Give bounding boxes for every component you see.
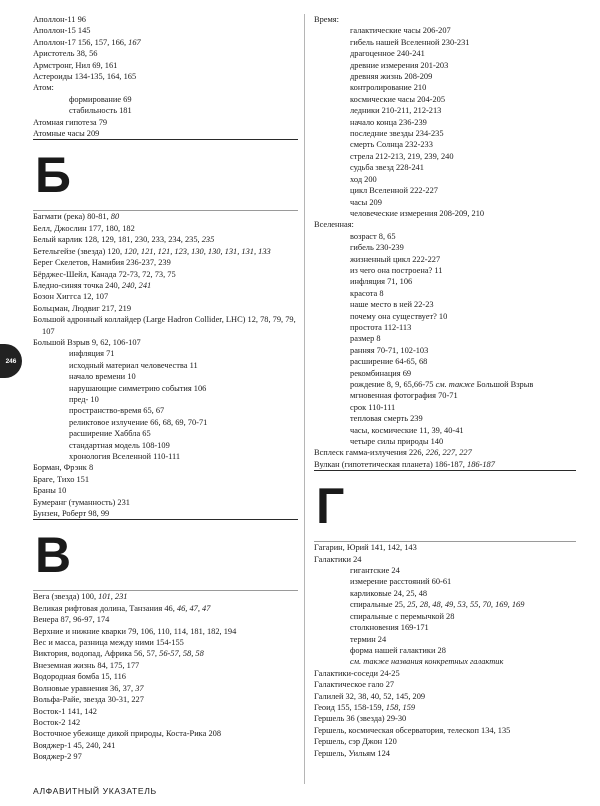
entry-text: спиральные 25, (350, 600, 408, 610)
entry-text: Венера 87, 96-97, 174 (33, 615, 110, 625)
entry-text: Бледно-синяя точка 240, (33, 280, 122, 290)
entry-text: Бёрджес-Шейл, Канада 72-73, 72, 73, 75 (33, 269, 176, 279)
index-entry (33, 648, 298, 659)
index-entry (33, 485, 298, 496)
column-divider (304, 14, 305, 784)
index-subentry (33, 440, 298, 451)
entry-italic-pages: 226, 227, 227 (425, 448, 472, 458)
index-subentry (314, 333, 576, 344)
entry-text: драгоценное 240-241 (350, 49, 425, 59)
index-subentry (314, 151, 576, 162)
entry-text: Внеземная жизнь 84, 175, 177 (33, 660, 140, 670)
index-subentry (314, 242, 576, 253)
index-subentry (314, 390, 576, 401)
entry-text: Браге, Тихо 151 (33, 474, 90, 484)
entry-text: Водородная бомба 15, 116 (33, 672, 126, 682)
entry-text: формирование 69 (69, 94, 132, 104)
entry-text: стандартная модель 108-109 (69, 440, 170, 450)
entry-text: измерение расстояний 60-61 (350, 577, 452, 587)
index-subentry (314, 185, 576, 196)
entry-text: Берег Скелетов, Намибия 236-237, 239 (33, 258, 171, 268)
entry-text: из чего она построена? 11 (350, 265, 443, 275)
index-entry (314, 668, 576, 679)
entry-italic-pages: см. также (435, 380, 475, 389)
entry-text: гибель 230-239 (350, 243, 404, 253)
index-subentry (314, 71, 576, 82)
index-entry (33, 314, 298, 337)
index-subentry (314, 436, 576, 447)
index-entry (33, 234, 298, 245)
entry-text: Больцман, Людвиг 217, 219 (33, 303, 132, 313)
entry-text: хронология Вселенной 110-111 (69, 452, 181, 461)
entry-text: Аполлон-11 96 (33, 15, 86, 24)
entry-text: Гагарин, Юрий 141, 142, 143 (314, 543, 417, 553)
entry-text: почему она существует? 10 (350, 311, 448, 321)
index-entry (314, 679, 576, 690)
index-subentry (33, 428, 298, 439)
entry-text: рекомбинация 69 (350, 368, 412, 378)
entry-text: жизненный цикл 222-227 (350, 254, 441, 264)
entry-text: Армстронг, Нил 69, 161 (33, 60, 118, 70)
index-subentry (314, 128, 576, 139)
index-subentry (314, 656, 576, 667)
index-entry (33, 706, 298, 717)
entry-text: мгновенная фотография 70-71 (350, 391, 458, 401)
index-subentry (314, 37, 576, 48)
index-subentry (314, 82, 576, 93)
index-subentry (314, 48, 576, 59)
entry-text: простота 112-113 (350, 322, 412, 332)
entry-text: Атомные часы 209 (33, 129, 100, 139)
entry-text: наше место в ней 22-23 (350, 300, 434, 310)
index-subentry (33, 451, 298, 462)
entry-italic-pages: 120, 121, 121, 123, 130, 130, 131, 131, 133 (124, 246, 271, 256)
section-letter-heading: Б (35, 147, 71, 204)
entry-text: нарушающие симметрию события 106 (69, 383, 207, 393)
index-entry (33, 269, 298, 280)
index-subentry (314, 117, 576, 128)
entry-text: Геоид 155, 158-159, (314, 702, 386, 712)
index-entry (33, 614, 298, 625)
entry-text: судьба звезд 228-241 (350, 163, 424, 173)
entry-text: Гершель 36 (звезда) 29-30 (314, 714, 407, 724)
index-entry (33, 694, 298, 705)
entry-text: Аполлон-15 145 (33, 26, 91, 36)
entry-text: Вояджер-2 97 (33, 752, 82, 762)
entry-italic-pages: 46, 47, 47 (176, 603, 211, 613)
index-entry (314, 14, 576, 25)
entry-text: Вольфа-Райе, звезда 30-31, 227 (33, 695, 144, 705)
index-entry (314, 554, 576, 565)
index-subentry (314, 162, 576, 173)
entry-text: красота 8 (350, 288, 384, 298)
entry-text: Вулкан (гипотетическая планета) 186-187, (314, 459, 467, 469)
entry-text: Великая рифтовая долина, Танзания 46, (33, 603, 177, 613)
index-entry (33, 728, 298, 739)
index-subentry (33, 394, 298, 405)
index-subentry (314, 599, 576, 610)
index-subentry (314, 565, 576, 576)
entry-text: гибель нашей Вселенной 230-231 (350, 37, 470, 47)
index-subentry (314, 588, 576, 599)
index-entry (33, 223, 298, 234)
entry-text: ранняя 70-71, 102-103 (350, 345, 429, 355)
index-subentry (314, 645, 576, 656)
index-entry (33, 60, 298, 71)
section-letter-heading: В (35, 527, 72, 584)
index-entry (33, 128, 298, 139)
entry-text: спиральные с перемычкой 28 (350, 611, 455, 621)
index-subentry (314, 413, 576, 424)
entry-text: Гершель, сэр Джон 120 (314, 737, 397, 747)
entry-text: Виктория, водопад, Африка 56, 57, (33, 649, 160, 659)
entry-text: Верхние и нижние кварки 79, 106, 110, 114, 181, 182, 194 (33, 626, 237, 636)
index-entry (33, 337, 298, 348)
entry-text: форма нашей галактики 28 (350, 645, 446, 655)
entry-text: Большой Взрыв 9, 62, 106-107 (33, 337, 141, 347)
index-subentry (314, 356, 576, 367)
entry-text: смерть Солнца 232-233 (350, 140, 433, 150)
entry-text: реликтовое излучение 66, 68, 69, 70-71 (69, 417, 208, 427)
entry-text: Гершель, Уильям 124 (314, 748, 390, 758)
entry-text: Багмати (река) 80-81, (33, 212, 111, 222)
entry-text: контролирование 210 (350, 83, 427, 93)
entry-text: Атомная гипотеза 79 (33, 117, 108, 127)
index-entry (33, 474, 298, 485)
page-number-badge (0, 344, 22, 378)
index-subentry (314, 322, 576, 333)
entry-text: расширение 64-65, 68 (350, 357, 428, 367)
entry-text: цикл Вселенной 222-227 (350, 186, 438, 196)
index-entry (314, 713, 576, 724)
entry-text: столкновения 169-171 (350, 623, 429, 633)
index-subentry (314, 231, 576, 242)
index-subentry (314, 576, 576, 587)
index-subentry (314, 345, 576, 356)
index-subentry (33, 383, 298, 394)
index-entry (33, 751, 298, 762)
index-entry (33, 210, 298, 222)
entry-text: стрела 212-213, 219, 239, 240 (350, 151, 454, 161)
entry-text: исходный материал человечества 11 (69, 360, 198, 370)
entry-text: Всплеск гамма-излучения 226, (314, 448, 426, 458)
index-subentry (314, 299, 576, 310)
entry-italic-pages: 167 (128, 37, 141, 47)
entry-text: Время: (314, 15, 339, 24)
entry-text: Вселенная: (314, 220, 354, 230)
entry-text: древняя жизнь 208-209 (350, 72, 433, 82)
index-subentry (33, 417, 298, 428)
index-entry (314, 219, 576, 230)
index-subentry (314, 105, 576, 116)
index-subentry (314, 139, 576, 150)
index-entry (314, 459, 576, 470)
entry-text: Восток-1 141, 142 (33, 706, 97, 716)
index-entry (33, 303, 298, 314)
index-subentry (33, 94, 298, 105)
index-subentry (314, 94, 576, 105)
index-entry (314, 541, 576, 553)
entry-text: последние звезды 234-235 (350, 129, 444, 139)
index-column-right (314, 14, 576, 759)
index-entry (33, 71, 298, 82)
entry-text: человеческие измерения 208-209, 210 (350, 208, 485, 218)
entry-text: Восток-2 142 (33, 717, 81, 727)
entry-text: размер 8 (350, 334, 381, 344)
index-entry (33, 82, 298, 93)
index-entry (33, 257, 298, 268)
index-subentry (314, 379, 576, 390)
entry-text: Бетельгейзе (звезда) 120, (33, 246, 125, 256)
index-subentry (314, 368, 576, 379)
index-subentry (33, 105, 298, 116)
entry-text: Галактики 24 (314, 554, 362, 564)
entry-italic-pages: см. также названия конкретных галактик (350, 657, 504, 667)
entry-text: Астероиды 134-135, 164, 165 (33, 72, 137, 82)
letter-section (33, 519, 298, 584)
entry-text: начало конца 236-239 (350, 117, 427, 127)
entry-text: Восточное убежище дикой природы, Коста-Рика 208 (33, 729, 222, 739)
entry-text: Вега (звезда) 100, (33, 592, 99, 602)
entry-text: возраст 8, 65 (350, 231, 396, 241)
entry-text: термин 24 (350, 634, 387, 644)
entry-text: Вояджер-1 45, 240, 241 (33, 740, 116, 750)
index-entry (33, 671, 298, 682)
entry-text: пространство-время 65, 67 (69, 406, 165, 416)
index-entry (33, 25, 298, 36)
entry-text: часы 209 (350, 197, 382, 207)
entry-text: расширение Хаббла 65 (69, 429, 151, 439)
index-subentry (33, 371, 298, 382)
entry-text: Бунзен, Роберт 98, 99 (33, 509, 110, 519)
entry-text: срок 110-111 (350, 402, 396, 412)
page-number: 246 (5, 357, 17, 365)
index-entry (33, 497, 298, 508)
index-subentry (314, 622, 576, 633)
index-subentry (314, 60, 576, 71)
index-subentry (33, 360, 298, 371)
letter-section (33, 139, 298, 204)
entry-text: Бумеранг (туманность) 231 (33, 497, 130, 507)
entry-text: инфляция 71, 106 (350, 277, 413, 287)
entry-text: Белл, Джослин 177, 180, 182 (33, 223, 135, 233)
entry-italic-pages: 80 (110, 212, 120, 222)
index-entry (33, 637, 298, 648)
entry-italic-pages: 235 (201, 235, 215, 245)
entry-text: гигантские 24 (350, 566, 400, 576)
index-entry (33, 717, 298, 728)
index-subentry (33, 348, 298, 359)
entry-text: ход 200 (350, 174, 377, 184)
index-entry (33, 462, 298, 473)
index-subentry (314, 25, 576, 36)
entry-text: карликовые 24, 25, 48 (350, 588, 428, 598)
entry-text: Белый карлик 128, 129, 181, 230, 233, 234, 235, (33, 235, 202, 245)
entry-text: Борман, Фрэнк 8 (33, 463, 94, 473)
index-entry (33, 48, 298, 59)
index-entry (33, 626, 298, 637)
index-entry (314, 447, 576, 458)
entry-text: ледники 210-211, 212-213 (350, 106, 442, 116)
entry-text: Аполлон-17 156, 157, 166, (33, 37, 129, 47)
index-entry (33, 603, 298, 614)
entry-text: галактические часы 206-207 (350, 26, 451, 36)
entry-text: космические часы 204-205 (350, 94, 446, 104)
entry-text: Гершель, космическая обсерватория, телескоп 134, 135 (314, 725, 511, 735)
entry-text: инфляция 71 (69, 349, 115, 359)
entry-italic-pages: 25, 28, 48, 49, 53, 55, 70, 169, 169 (407, 600, 525, 610)
entry-text: рождение 8, 9, 65,66-75 (350, 380, 436, 389)
entry-text-tail: Большой Взрыв (474, 380, 534, 389)
index-entry (314, 691, 576, 702)
entry-text: Большой адронный коллайдер (Large Hadron Collider, LHC) 12, 78, 79, 79, 107 (33, 315, 296, 336)
entry-text: древние измерения 201-203 (350, 60, 449, 70)
index-subentry (314, 254, 576, 265)
entry-text: Аристотель 38, 56 (33, 49, 98, 59)
index-entry (33, 291, 298, 302)
index-subentry (314, 402, 576, 413)
footer-section-title: АЛФАВИТНЫЙ УКАЗАТЕЛЬ (33, 786, 157, 796)
entry-text: Браны 10 (33, 486, 67, 496)
entry-text: Галактическое гало 27 (314, 680, 395, 690)
index-entry (314, 702, 576, 713)
entry-text: Галилей 32, 38, 40, 52, 145, 209 (314, 691, 426, 701)
index-entry (33, 117, 298, 128)
entry-italic-pages: 37 (135, 683, 144, 693)
entry-text: Бозон Хиггса 12, 107 (33, 292, 109, 302)
entry-text: пред- 10 (69, 394, 99, 404)
index-subentry (314, 265, 576, 276)
entry-text: начало времени 10 (69, 372, 136, 382)
index-entry (314, 725, 576, 736)
index-entry (33, 246, 298, 257)
entry-italic-pages: 56-57, 58, 58 (159, 649, 204, 659)
index-entry (33, 740, 298, 751)
index-subentry (314, 425, 576, 436)
entry-text: стабильность 181 (69, 106, 132, 116)
index-subentry (33, 405, 298, 416)
index-entry (33, 660, 298, 671)
index-entry (33, 280, 298, 291)
index-entry (33, 14, 298, 25)
index-subentry (314, 634, 576, 645)
index-subentry (314, 611, 576, 622)
index-subentry (314, 197, 576, 208)
index-subentry (314, 276, 576, 287)
entry-italic-pages: 240, 241 (121, 280, 152, 290)
entry-italic-pages: 101, 231 (98, 592, 128, 602)
index-column-left (33, 14, 298, 763)
entry-text: часы, космические 11, 39, 40-41 (350, 425, 464, 435)
index-entry (33, 37, 298, 48)
entry-text: Вес и масса, разница между ними 154-155 (33, 638, 184, 648)
index-entry (33, 683, 298, 694)
index-entry (314, 736, 576, 747)
entry-text: тепловая смерть 239 (350, 414, 423, 424)
entry-text: Атом: (33, 83, 54, 93)
entry-italic-pages: 158, 159 (385, 702, 416, 712)
index-subentry (314, 208, 576, 219)
index-subentry (314, 311, 576, 322)
index-entry (33, 508, 298, 519)
entry-text: Галактики-соседи 24-25 (314, 668, 400, 678)
entry-text: Волновые уравнения 36, 37, (33, 683, 136, 693)
entry-text: четыре силы природы 140 (350, 437, 444, 447)
section-letter-heading: Г (316, 478, 345, 535)
letter-section (314, 470, 576, 535)
entry-italic-pages: 186-187 (467, 459, 495, 469)
index-entry (314, 748, 576, 759)
index-subentry (314, 288, 576, 299)
index-entry (33, 590, 298, 602)
index-subentry (314, 174, 576, 185)
